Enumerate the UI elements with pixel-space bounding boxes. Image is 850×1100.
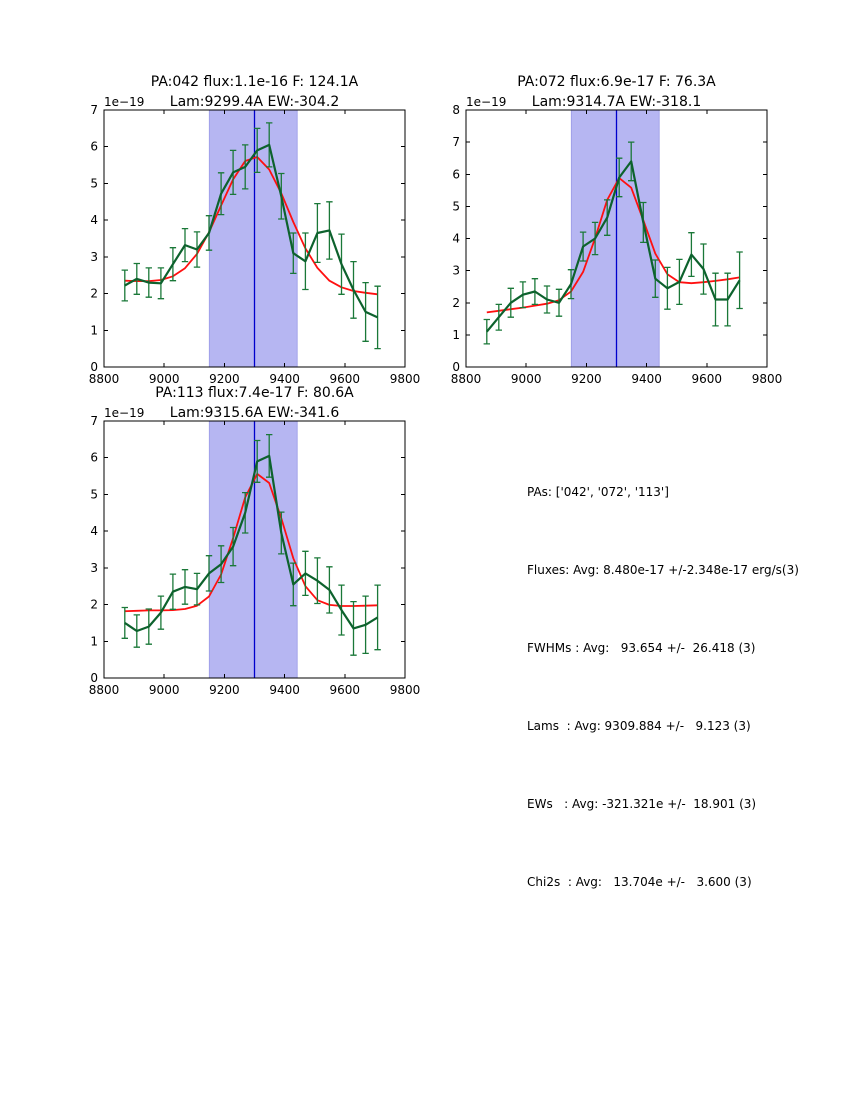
plot-svg — [64, 371, 444, 719]
highlight-band — [209, 110, 297, 367]
y-tick-label: 4 — [452, 231, 460, 246]
y-tick-label: 7 — [90, 103, 98, 117]
x-tick-label: 8800 — [88, 683, 120, 697]
y-tick-label: 7 — [90, 414, 98, 428]
y-tick-label: 6 — [452, 167, 460, 182]
summary-line-ews: EWs : Avg: -321.321e +/- 18.901 (3) — [527, 797, 757, 811]
y-tick-label: 0 — [452, 360, 460, 374]
plot-pa042 — [64, 60, 444, 408]
x-tick-label: 9600 — [691, 372, 723, 386]
y-tick-label: 2 — [90, 286, 98, 301]
x-tick-label: 9800 — [751, 372, 783, 386]
y-tick-label: 2 — [452, 295, 460, 310]
x-tick-label: 9800 — [389, 372, 421, 386]
y-axis-offset-label: 1e−19 — [466, 95, 507, 109]
x-tick-label: 9400 — [269, 683, 300, 697]
x-tick-label: 9000 — [148, 372, 180, 386]
x-tick-label: 9800 — [389, 683, 421, 697]
y-tick-label: 0 — [90, 671, 98, 685]
y-tick-label: 8 — [452, 103, 460, 117]
plot-pa113 — [64, 371, 444, 719]
plot-title-line2: Lam:9314.7A EW:-318.1 — [531, 94, 702, 110]
summary-line-fluxes: Fluxes: Avg: 8.480e-17 +/-2.348e-17 erg/s(3) — [527, 563, 799, 577]
y-tick-label: 4 — [90, 213, 98, 228]
x-tick-label: 9000 — [148, 683, 180, 697]
y-tick-label: 6 — [90, 450, 98, 465]
summary-line-pas: PAs: ['042', '072', '113'] — [527, 485, 669, 499]
y-tick-label: 2 — [90, 597, 98, 612]
y-tick-label: 5 — [90, 487, 98, 502]
summary-line-fwhms: FWHMs : Avg: 93.654 +/- 26.418 (3) — [527, 641, 756, 655]
x-tick-label: 9200 — [209, 683, 240, 697]
highlight-band — [209, 421, 297, 678]
y-tick-label: 5 — [452, 199, 460, 214]
x-tick-label: 9000 — [510, 372, 542, 386]
summary-text-block — [527, 427, 799, 921]
plot-title-line2: Lam:9315.6A EW:-341.6 — [169, 405, 340, 421]
plot-title-line1: PA:113 flux:7.4e-17 F: 80.6A — [155, 385, 354, 401]
x-tick-label: 9400 — [269, 372, 300, 386]
x-tick-label: 9200 — [571, 372, 602, 386]
x-tick-label: 9400 — [631, 372, 662, 386]
y-tick-label: 7 — [452, 135, 460, 150]
y-axis-offset-label: 1e−19 — [104, 95, 145, 109]
y-tick-label: 1 — [452, 327, 460, 342]
y-tick-label: 1 — [90, 323, 98, 338]
y-tick-label: 3 — [90, 560, 98, 575]
plot-svg — [426, 60, 806, 408]
y-tick-label: 3 — [452, 263, 460, 278]
y-tick-label: 6 — [90, 139, 98, 154]
plot-svg — [64, 60, 444, 408]
y-tick-label: 3 — [90, 249, 98, 264]
y-tick-label: 1 — [90, 634, 98, 649]
x-tick-label: 8800 — [88, 372, 120, 386]
x-tick-label: 9600 — [329, 683, 361, 697]
summary-line-chi2s: Chi2s : Avg: 13.704e +/- 3.600 (3) — [527, 875, 752, 889]
plot-title-line1: PA:042 flux:1.1e-16 F: 124.1A — [150, 74, 359, 90]
plot-title-line2: Lam:9299.4A EW:-304.2 — [169, 94, 340, 110]
plot-title-line1: PA:072 flux:6.9e-17 F: 76.3A — [517, 74, 716, 90]
x-tick-label: 9600 — [329, 372, 361, 386]
x-tick-label: 9200 — [209, 372, 240, 386]
y-tick-label: 0 — [90, 360, 98, 374]
x-tick-label: 8800 — [450, 372, 482, 386]
y-tick-label: 5 — [90, 176, 98, 191]
y-axis-offset-label: 1e−19 — [104, 406, 145, 420]
plot-pa072 — [426, 60, 806, 408]
summary-line-lams: Lams : Avg: 9309.884 +/- 9.123 (3) — [527, 719, 751, 733]
y-tick-label: 4 — [90, 524, 98, 539]
